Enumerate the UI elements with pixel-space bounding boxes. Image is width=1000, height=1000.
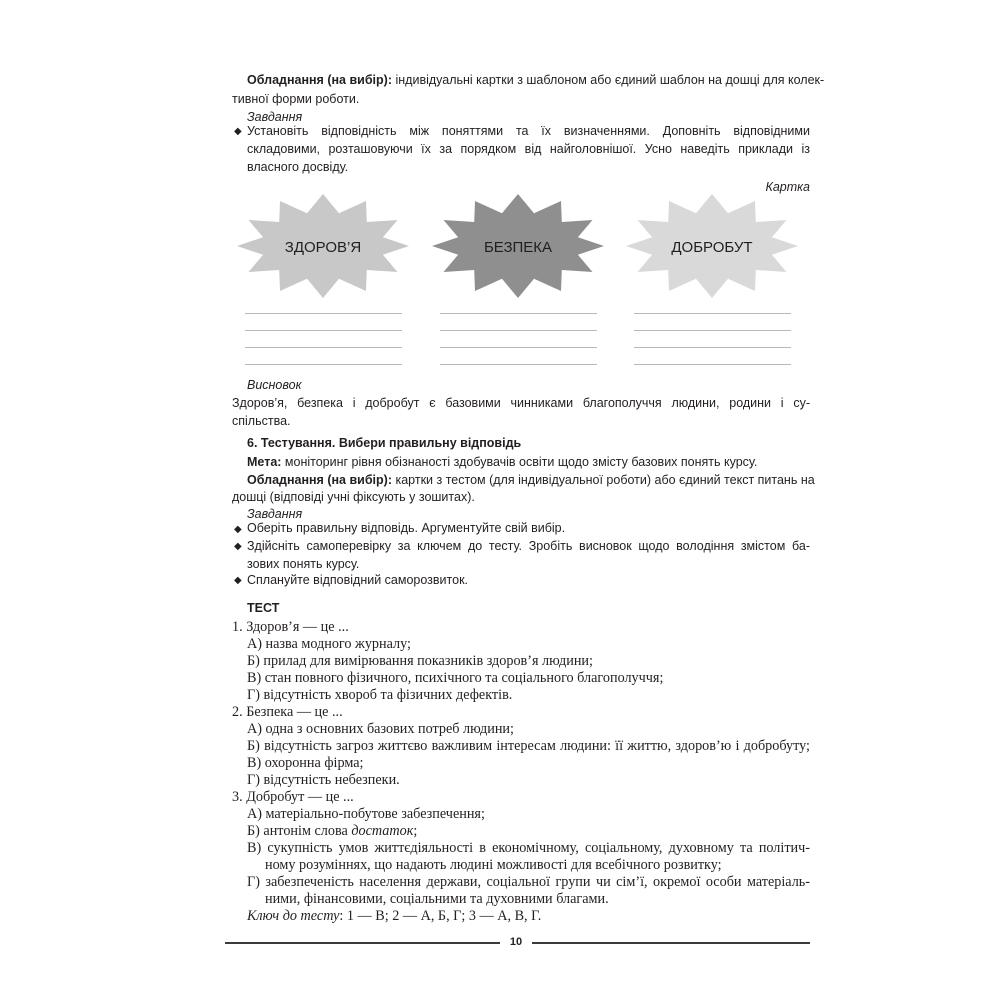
equipment-text: індивідуальні картки з шаблоном або єдиний шаблон на дошці для колек- bbox=[395, 73, 825, 87]
section-title: 6. Тестування. Вибери правильну відповідь bbox=[247, 436, 522, 450]
question-2: 2. Безпека — це ... bbox=[232, 704, 343, 720]
q1-option-b: Б) прилад для вимірювання показників здоров’я людини; bbox=[247, 653, 593, 669]
conclusion-line-2: спільства. bbox=[232, 414, 291, 428]
section-equipment-text: картки з тестом (для індивідуальної роботи) або єдиний текст питань на bbox=[395, 473, 815, 487]
q3-option-d-line-2: ними, фінансовими, соціальними та духовними благами. bbox=[265, 891, 609, 907]
q1-option-d: Г) відсутність хвороб та фізичних дефектів. bbox=[247, 687, 513, 703]
task-heading: Завдання bbox=[247, 110, 303, 124]
section-task-heading: Завдання bbox=[247, 507, 303, 521]
answer-line bbox=[245, 330, 402, 331]
card-label: Картка bbox=[765, 180, 810, 194]
answer-key-label: Ключ до тесту bbox=[247, 908, 340, 924]
goal-label: Мета: bbox=[247, 455, 282, 469]
q3-option-a: А) матеріально-побутове забезпечення; bbox=[247, 806, 485, 822]
answer-line bbox=[634, 347, 791, 348]
q3-option-b-post: ; bbox=[413, 823, 418, 839]
q3-option-b-pre: Б) антонім слова bbox=[247, 823, 352, 839]
answer-line bbox=[634, 364, 791, 365]
section-equipment-line-2: дошці (відповіді учні фіксують у зошитах). bbox=[232, 490, 475, 504]
bullet-diamond-icon: ◆ bbox=[234, 524, 242, 535]
answer-line bbox=[440, 330, 597, 331]
equipment-label: Обладнання (на вибір): bbox=[247, 73, 392, 87]
q3-option-b-word: достаток bbox=[351, 823, 414, 839]
footer-rule-left bbox=[225, 942, 500, 944]
q3-option-c-line-2: ному розуміннях, що надають людині можливості для всебічного розвитку; bbox=[265, 857, 722, 873]
section-task-2b: зових понять курсу. bbox=[247, 557, 360, 571]
goal-line bbox=[247, 454, 757, 470]
q1-option-a: А) назва модного журналу; bbox=[247, 636, 411, 652]
q1-option-c: В) стан повного фізичного, психічного та соціального благополуччя; bbox=[247, 670, 664, 686]
section-task-2a: Здійсніть самоперевірку за ключем до тесту. Зробіть висновок щодо володіння змістом ба- bbox=[247, 539, 810, 553]
answer-line bbox=[245, 347, 402, 348]
q2-option-d: Г) відсутність небезпеки. bbox=[247, 772, 400, 788]
task-line-1: Установіть відповідність між поняттями та їх визначеннями. Доповніть відповідними bbox=[247, 124, 810, 138]
q2-option-a: А) одна з основних базових потреб людини; bbox=[247, 721, 514, 737]
conclusion-heading: Висновок bbox=[247, 378, 302, 392]
q2-option-b: Б) відсутність загроз життєво важливим інтересам людини: її життю, здоров’ю і добробуту; bbox=[247, 738, 810, 754]
answer-key-text: : 1 — В; 2 — А, Б, Г; 3 — А, В, Г. bbox=[339, 908, 542, 924]
q3-option-c-line-1: В) сукупність умов життєдіяльності в економічному, соціальному, духовному та політич- bbox=[247, 840, 810, 856]
star-label-wellbeing: ДОБРОБУТ bbox=[671, 239, 753, 256]
task-line-2: складовими, розташовуючи їх за порядком від найголовнішої. Усно наведіть приклади із bbox=[247, 142, 810, 156]
footer-rule-right bbox=[532, 942, 810, 944]
star-label-safety: БЕЗПЕКА bbox=[483, 239, 553, 256]
page-number: 10 bbox=[509, 936, 523, 948]
answer-line bbox=[440, 313, 597, 314]
answer-key bbox=[247, 908, 541, 924]
bullet-diamond-icon: ◆ bbox=[234, 575, 242, 586]
section-equipment-label: Обладнання (на вибір): bbox=[247, 473, 392, 487]
star-label-health: ЗДОРОВ’Я bbox=[284, 239, 362, 256]
q3-option-d-line-1: Г) забезпеченість населення держави, соціальної групи чи сім’ї, окремої особи матеріаль- bbox=[247, 874, 810, 890]
question-3: 3. Добробут — це ... bbox=[232, 789, 354, 805]
section-task-3: Сплануйте відповідний саморозвиток. bbox=[247, 573, 469, 587]
answer-line bbox=[634, 313, 791, 314]
answer-line bbox=[245, 313, 402, 314]
equipment-line-2: тивної форми роботи. bbox=[232, 92, 360, 106]
answer-line bbox=[245, 364, 402, 365]
bullet-diamond-icon: ◆ bbox=[234, 541, 242, 552]
question-1: 1. Здоров’я — це ... bbox=[232, 619, 349, 635]
q3-option-b bbox=[247, 823, 417, 839]
star-safety bbox=[432, 194, 604, 298]
answer-line bbox=[440, 347, 597, 348]
concept-stars bbox=[0, 0, 1000, 300]
answer-line bbox=[634, 330, 791, 331]
section-task-1: Оберіть правильну відповідь. Аргументуйте свій вибір. bbox=[247, 521, 566, 535]
star-wellbeing bbox=[626, 194, 798, 298]
conclusion-line-1: Здоров’я, безпека і добробут є базовими чинниками благополуччя людини, родини і су- bbox=[232, 396, 810, 410]
section-equipment-line-1 bbox=[247, 472, 815, 488]
goal-text: моніторинг рівня обізнаності здобувачів освіти щодо змісту базових понять курсу. bbox=[284, 455, 758, 469]
test-heading: ТЕСТ bbox=[247, 601, 280, 615]
star-health bbox=[237, 194, 409, 298]
task-line-3: власного досвіду. bbox=[247, 160, 349, 174]
answer-line bbox=[440, 364, 597, 365]
bullet-diamond-icon: ◆ bbox=[234, 126, 242, 137]
q2-option-c: В) охоронна фірма; bbox=[247, 755, 364, 771]
